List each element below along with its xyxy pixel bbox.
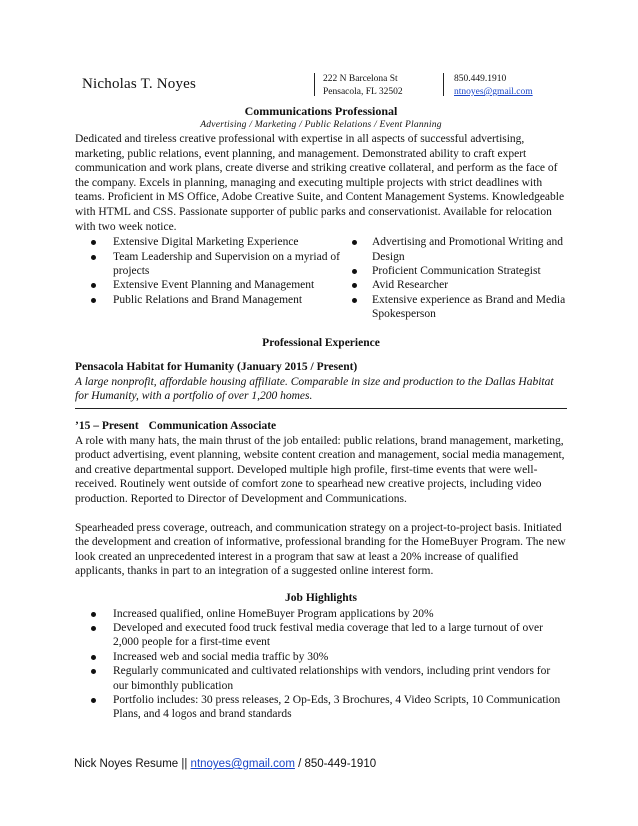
address-line-1: 222 N Barcelona St [323,74,398,84]
header-divider [443,73,444,96]
skill-item: Avid Researcher [345,278,567,292]
phone-number: 850.449.1910 [454,74,507,84]
organization-name: Pensacola Habitat for Humanity (January 2015 / Present) [75,361,358,374]
header-divider [314,73,315,96]
section-divider [75,408,567,409]
role-dates: ’15 – Present [75,419,139,432]
address-line-2: Pensacola, FL 32502 [323,87,403,97]
role-description: A role with many hats, the main thrust of the job entailed: public relations, brand management, marketing, product advertising, event planning, website content creation and management, social media management, and creative departmental support. Developed multiple high profile, first-time events that were well-received. Routinely went outside of comfort zone to spearhead new creative projects, including video production. Reported to Director of Development and Communications. [75,434,565,505]
highlight-item: Increased web and social media traffic by 30% [75,650,567,664]
skills-list [75,235,567,321]
role-title: Communication Associate [148,419,277,432]
highlight-item: Increased qualified, online HomeBuyer Program applications by 20% [75,607,567,621]
highlights-heading: Job Highlights [285,591,357,604]
email-link[interactable]: ntnoyes@gmail.com [454,87,533,97]
candidate-name: Nicholas T. Noyes [82,76,197,92]
professional-subtitle: Advertising / Marketing / Public Relations / Event Planning [200,119,442,130]
skill-item: Extensive experience as Brand and Media Spokesperson [345,293,567,322]
highlight-item: Portfolio includes: 30 press releases, 2 Op-Eds, 3 Brochures, 4 Video Scripts, 10 Communication Plans, and 4 logos and brand standards [75,693,567,722]
experience-heading: Professional Experience [262,336,380,349]
resume-body [75,104,567,722]
footer-label: Nick Noyes Resume || [74,758,191,770]
skill-item: Proficient Communication Strategist [345,264,567,278]
skill-item: Public Relations and Brand Management [75,293,345,307]
organization-description: A large nonprofit, affordable housing affiliate. Comparable in size and production to the Dallas Habitat for Humanity, with a portfolio of over 1,200 homes. [75,375,554,403]
skill-item: Advertising and Promotional Writing and Design [345,235,567,264]
summary-paragraph: Dedicated and tireless creative professional with expertise in all aspects of successful advertising, marketing, public relations, event planning, and management. Demonstrated ability to craft expert communication and work plans, create diverse and striking creative collateral, and perform as the face of the company. Excels in planning, managing and executing multiple projects with strict deadlines with teams. Proficient in MS Office, Adobe Creative Suite, and Content Management Systems. Knowledgeable with HTML and CSS. Passionate supporter of public parks and conservationist. Available for relocation with two week notice. [75,133,565,233]
footer-phone: / 850-449-1910 [294,758,377,770]
skill-item: Team Leadership and Supervision on a myriad of projects [75,250,345,279]
professional-title: Communications Professional [244,104,398,118]
highlights-list [75,607,567,722]
skills-column-left [75,235,345,321]
role-heading [75,419,567,434]
header-address [323,73,403,99]
footer-email-link[interactable]: ntnoyes@gmail.com [190,758,295,770]
highlight-item: Regularly communicated and cultivated relationships with vendors, including print vendors for our bimonthly publication [75,664,567,693]
skill-item: Extensive Event Planning and Management [75,278,345,292]
skill-item: Extensive Digital Marketing Experience [75,235,345,249]
skills-column-right [345,235,567,321]
highlight-item: Developed and executed food truck festival media coverage that led to a large turnout of over 2,000 people for a first-time event [75,621,567,650]
page-footer [74,758,376,770]
header-contact [454,73,533,99]
role-achievements: Spearheaded press coverage, outreach, and communication strategy on a project-to-project basis. Initiated the development and creation of informative, professional branding for the HomeBuyer Program. The new look created an unprecedented interest in a program that saw at least a 20% increase of qualified applicants, thanks in part to an integration of a suggested online interest form. [75,521,566,578]
